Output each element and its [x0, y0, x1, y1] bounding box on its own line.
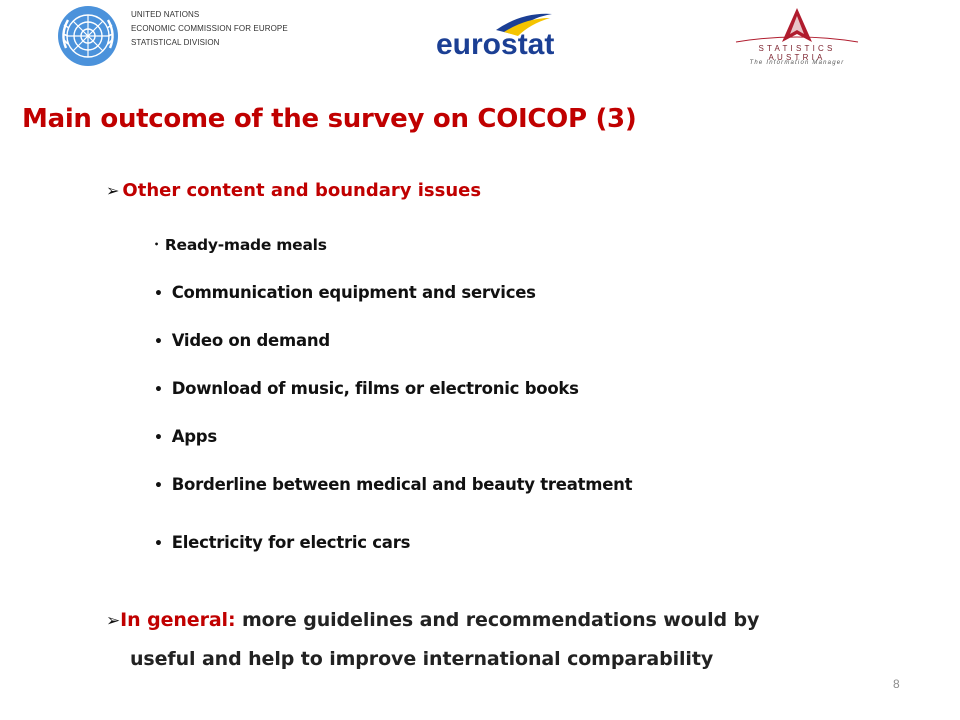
un-line: STATISTICAL DIVISION [131, 38, 220, 47]
dot-bullet-icon: • [154, 334, 163, 350]
page-number: 8 [893, 677, 900, 691]
list-item-text: Communication equipment and services [171, 283, 536, 302]
list-item-text: Video on demand [171, 331, 330, 350]
list-item-text: Download of music, films or electronic books [171, 379, 579, 398]
list-item [154, 379, 579, 398]
un-emblem-icon [56, 4, 120, 68]
list-item [154, 331, 330, 350]
list-item [154, 283, 536, 302]
section-heading-row [106, 180, 481, 201]
eurostat-wordmark: eurostat [436, 28, 554, 61]
section-heading: Other content and boundary issues [122, 180, 482, 201]
austria-peak-icon [728, 6, 866, 46]
dot-bullet-icon: • [154, 286, 163, 302]
list-item [154, 427, 217, 446]
arrow-bullet-icon: ➢ [106, 181, 120, 200]
statistics-austria-logo [728, 6, 866, 72]
dot-bullet-icon: • [154, 382, 163, 398]
general-text-2: useful and help to improve international comparability [130, 648, 714, 670]
list-item [154, 533, 410, 552]
general-text-1: more guidelines and recommendations would by [241, 609, 760, 631]
general-line-1 [106, 601, 926, 640]
general-label: In general: [120, 609, 236, 631]
list-item-text: Borderline between medical and beauty treatment [171, 475, 633, 494]
list-item-text: Apps [171, 427, 217, 446]
list-item [154, 475, 632, 494]
un-line: UNITED NATIONS [131, 10, 200, 19]
austria-tagline: The Information Manager [749, 60, 845, 66]
general-conclusion [106, 601, 926, 678]
eurostat-logo [434, 10, 554, 64]
austria-brand-text: STATISTICS AUSTRIA [758, 44, 836, 62]
list-item-text: Electricity for electric cars [171, 533, 411, 552]
list-item-text: Ready-made meals [164, 236, 327, 254]
un-division-text [131, 8, 288, 50]
dot-bullet-icon: • [154, 478, 163, 494]
slide-header [0, 0, 960, 80]
dot-bullet-icon: • [154, 240, 159, 249]
dot-bullet-icon: • [154, 430, 163, 446]
un-line: ECONOMIC COMMISSION FOR EUROPE [131, 24, 288, 33]
arrow-bullet-icon: ➢ [106, 611, 121, 631]
dot-bullet-icon: • [154, 536, 163, 552]
general-line-2 [106, 640, 926, 678]
list-item [154, 236, 327, 254]
slide-title: Main outcome of the survey on COICOP (3) [22, 104, 637, 134]
